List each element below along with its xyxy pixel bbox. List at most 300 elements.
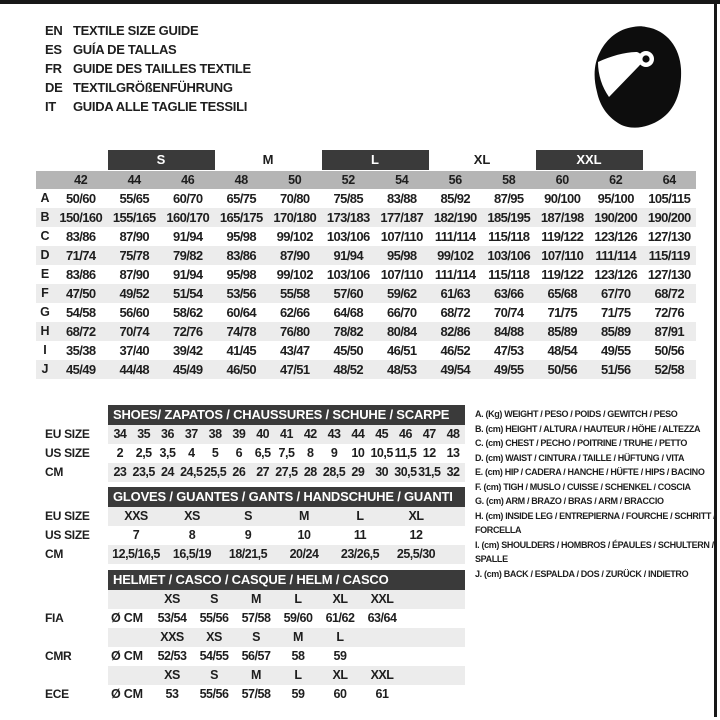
glove-size-cell: 25,5/30 <box>396 547 436 561</box>
size-cell: 50/60 <box>65 191 96 206</box>
size-cell: 46/51 <box>386 343 417 358</box>
glove-size-cell: 11 <box>353 528 367 542</box>
size-cell: 51/54 <box>172 286 203 301</box>
size-cell: 47/53 <box>493 343 524 358</box>
size-group-s: S <box>108 150 215 170</box>
glove-size-cell: 8 <box>188 528 196 542</box>
size-cell: 53/56 <box>226 286 257 301</box>
size-cell: 84/88 <box>493 324 524 339</box>
size-cell: 50/56 <box>547 362 578 377</box>
size-cell: 68/72 <box>65 324 96 339</box>
size-cell: 111/114 <box>434 229 476 244</box>
glove-size-cell: 20/24 <box>289 547 319 561</box>
size-column-header: 50 <box>288 173 302 187</box>
helmet-size-header-cell: S <box>210 668 218 682</box>
helmet-value-row <box>108 647 465 666</box>
helmet-size-cell: 61 <box>375 687 389 701</box>
guide-title: GUIDE DES TAILLES TEXTILE <box>73 61 251 76</box>
table-row <box>36 208 696 227</box>
size-cell: 79/82 <box>172 248 203 263</box>
shoe-size-cell: 27 <box>256 465 270 479</box>
shoe-size-cell: 3,5 <box>159 446 176 460</box>
helmet-size-cell: 59/60 <box>283 611 313 625</box>
size-cell: 39/42 <box>172 343 203 358</box>
label-spacer <box>45 570 108 590</box>
shoe-size-cell: 36 <box>161 427 174 441</box>
size-cell: 127/130 <box>647 267 691 282</box>
shoe-size-cell: 40 <box>256 427 270 441</box>
language-title-row <box>45 59 251 78</box>
size-cell: 51/56 <box>600 362 631 377</box>
row-letter: F <box>41 286 49 300</box>
shoe-size-cell: 29 <box>351 465 365 479</box>
size-cell: 45/49 <box>65 362 96 377</box>
helmet-size-header-row <box>108 666 465 685</box>
table-row <box>36 322 696 341</box>
size-cell: 48/52 <box>333 362 364 377</box>
helmet-size-cell <box>361 647 403 666</box>
shoe-size-cell: 24,5 <box>180 465 203 479</box>
size-cell: 49/52 <box>119 286 150 301</box>
size-cell: 85/89 <box>547 324 578 339</box>
helmet-standard-group <box>45 590 465 628</box>
size-cell: 70/74 <box>119 324 150 339</box>
table-row <box>36 303 696 322</box>
shoes-us-size-row <box>108 444 465 463</box>
guide-title: TEXTILGRÖßENFÜHRUNG <box>73 80 233 95</box>
glove-size-cell: XXS <box>124 509 148 523</box>
shoe-size-cell: 7,5 <box>278 446 295 460</box>
size-cell: 52/58 <box>654 362 685 377</box>
language-code: DE <box>45 80 63 95</box>
shoe-size-cell: 37 <box>184 427 198 441</box>
size-cell: 61/63 <box>440 286 471 301</box>
row-letter: B <box>40 210 50 224</box>
helmet-standard-group <box>45 666 465 704</box>
top-edge-line <box>0 0 720 4</box>
gloves-section <box>45 487 465 564</box>
unit-spacer <box>108 590 151 609</box>
glove-size-cell: XL <box>408 509 424 523</box>
glove-size-cell: 18/21,5 <box>228 547 268 561</box>
size-cell: 72/76 <box>172 324 203 339</box>
table-row <box>36 265 696 284</box>
size-column-header: 62 <box>609 173 623 187</box>
guide-title: GUÍA DE TALLAS <box>73 42 177 57</box>
helmet-size-header-cell: L <box>294 592 302 606</box>
gloves-cm-label: CM <box>45 547 64 561</box>
legend-item: C. (cm) CHEST / PECHO / POITRINE / TRUHE / PETTO <box>475 438 688 448</box>
gloves-title-bar: GLOVES / GUANTES / GANTS / HANDSCHUHE / GUANTI <box>108 487 465 507</box>
row-letter: D <box>40 248 50 262</box>
shoe-size-cell: 41 <box>280 427 293 441</box>
size-cell: 71/75 <box>600 305 631 320</box>
language-code: ES <box>45 42 62 57</box>
legend-item: B. (cm) HEIGHT / ALTURA / HAUTEUR / HÖHE / ALTEZZA <box>475 423 701 434</box>
size-group-l: L <box>322 150 429 170</box>
size-cell: 54/58 <box>65 305 96 320</box>
size-cell: 55/65 <box>119 191 150 206</box>
helmet-size-cell: 57/58 <box>241 611 271 625</box>
size-column-header: 44 <box>127 173 141 187</box>
helmet-size-header-cell: L <box>336 630 344 644</box>
size-cell: 47/51 <box>279 362 310 377</box>
size-column-header: 64 <box>662 173 676 187</box>
language-code: IT <box>45 99 56 114</box>
size-cell: 123/126 <box>594 267 638 282</box>
size-cell: 41/45 <box>226 343 257 358</box>
shoe-size-cell: 24 <box>161 465 174 479</box>
size-cell: 107/110 <box>541 248 584 263</box>
guide-title: GUIDA ALLE TAGLIE TESSILI <box>73 99 248 114</box>
size-group-header <box>36 150 696 171</box>
shoe-size-cell: 30,5 <box>394 465 417 479</box>
shoe-size-cell: 31,5 <box>418 465 441 479</box>
shoe-size-cell: 9 <box>330 446 338 460</box>
table-row <box>36 246 696 265</box>
size-cell: 83/86 <box>65 267 96 282</box>
size-cell: 182/190 <box>433 210 477 225</box>
label-spacer <box>45 405 108 425</box>
helmet-size-cell: 60 <box>333 687 347 701</box>
header-spacer <box>36 171 54 189</box>
helmet-size-header-cell: XL <box>332 592 348 606</box>
size-cell: 160/170 <box>166 210 210 225</box>
size-cell: 59/62 <box>386 286 417 301</box>
shoe-size-cell: 2 <box>116 446 124 460</box>
helmet-size-cell: 59 <box>333 649 347 663</box>
helmet-size-header-cell: XXS <box>160 630 184 644</box>
unit-spacer <box>108 666 151 685</box>
size-cell: 62/66 <box>279 305 310 320</box>
helmet-size-cell: 53 <box>165 687 179 701</box>
size-cell: 103/106 <box>326 267 370 282</box>
helmet-size-cell: 58 <box>291 649 305 663</box>
size-cell: 190/200 <box>647 210 691 225</box>
label-spacer <box>45 487 108 507</box>
helmet-size-header-cell <box>361 628 403 647</box>
glove-size-cell: S <box>244 509 252 523</box>
helmet-value-row <box>108 609 465 628</box>
row-letter: G <box>40 305 50 319</box>
size-group-m: M <box>262 152 274 167</box>
gloves-eu-size-label: EU SIZE <box>45 509 90 523</box>
diameter-cm-unit: Ø CM <box>111 649 143 663</box>
row-letter: H <box>40 324 50 338</box>
legend-item: A. (Kg) WEIGHT / PESO / POIDS / GEWITCH / PESO <box>475 409 678 419</box>
shoe-size-cell: 35 <box>137 427 151 441</box>
size-cell: 66/70 <box>386 305 417 320</box>
size-cell: 99/102 <box>437 248 474 263</box>
helmet-size-cell: 52/53 <box>157 649 187 663</box>
size-cell: 187/198 <box>540 210 584 225</box>
glove-size-cell: M <box>299 509 309 523</box>
gloves-eu-size-row <box>108 507 465 526</box>
language-code: FR <box>45 61 62 76</box>
size-cell: 99/102 <box>276 267 313 282</box>
size-cell: 74/78 <box>226 324 257 339</box>
size-cell: 115/118 <box>488 267 530 282</box>
size-cell: 37/40 <box>119 343 150 358</box>
language-code: EN <box>45 23 63 38</box>
shoe-size-cell: 10 <box>351 446 365 460</box>
helmet-size-header-cell: XXL <box>370 592 394 606</box>
shoe-size-cell: 5 <box>211 446 219 460</box>
legend-item: I. (cm) SHOULDERS / HOMBROS / ÉPAULES / SCHULTERN / SPALLE <box>475 539 714 564</box>
helmet-size-header-cell: L <box>294 668 302 682</box>
row-letter: J <box>41 362 49 376</box>
size-cell: 90/100 <box>544 191 581 206</box>
shoe-size-cell: 27,5 <box>275 465 298 479</box>
glove-size-cell: 16,5/19 <box>172 547 212 561</box>
shoe-size-cell: 32 <box>446 465 460 479</box>
size-cell: 87/90 <box>279 248 310 263</box>
size-cell: 165/175 <box>219 210 263 225</box>
shoe-size-cell: 23 <box>113 465 127 479</box>
shoe-size-cell: 13 <box>446 446 460 460</box>
legend-item: H. (cm) INSIDE LEG / ENTREPIERNA / FOURCHE / SCHRITT / FORCELLA <box>475 510 716 535</box>
shoe-size-cell: 43 <box>327 427 341 441</box>
size-cell: 82/86 <box>440 324 471 339</box>
size-cell: 173/183 <box>326 210 370 225</box>
table-row <box>36 189 696 208</box>
helmet-size-cell: 61/62 <box>325 611 355 625</box>
helmet-size-header-cell: S <box>252 630 260 644</box>
helmet-size-header-cell: S <box>210 592 218 606</box>
language-title-row <box>45 21 251 40</box>
helmet-size-cell: 54/55 <box>199 649 229 663</box>
helmet-size-header-row <box>108 590 465 609</box>
size-cell: 70/80 <box>279 191 310 206</box>
shoe-size-cell: 23,5 <box>132 465 155 479</box>
size-cell: 47/50 <box>65 286 96 301</box>
size-cell: 45/50 <box>333 343 364 358</box>
size-cell: 78/82 <box>333 324 364 339</box>
row-letter: I <box>43 343 47 357</box>
shoe-size-cell: 28,5 <box>322 465 346 479</box>
diameter-cm-unit: Ø CM <box>111 611 143 625</box>
glove-size-cell: 7 <box>132 528 140 542</box>
row-letter: E <box>40 267 50 281</box>
size-column-header: 54 <box>395 173 409 187</box>
helmet-size-cell: 63/64 <box>367 611 397 625</box>
helmet-standard-label: ECE <box>45 687 69 701</box>
size-cell: 49/55 <box>493 362 524 377</box>
size-cell: 99/102 <box>276 229 313 244</box>
shoe-size-cell: 42 <box>303 427 317 441</box>
size-cell: 91/94 <box>333 248 364 263</box>
helmet-value-row <box>108 685 465 704</box>
measurement-rows <box>36 189 696 379</box>
size-cell: 103/106 <box>487 248 531 263</box>
shoe-size-cell: 45 <box>375 427 389 441</box>
size-cell: 46/52 <box>440 343 471 358</box>
shoe-size-cell: 11,5 <box>394 446 417 460</box>
right-edge-line <box>714 0 717 717</box>
shoe-size-cell: 25,5 <box>203 465 227 479</box>
size-cell: 87/90 <box>119 267 150 282</box>
gloves-cm-row <box>108 545 465 564</box>
size-cell: 71/75 <box>547 305 578 320</box>
helmet-size-header-cell: M <box>251 592 261 606</box>
table-row <box>36 284 696 303</box>
row-letter: C <box>40 229 50 243</box>
size-cell: 76/80 <box>279 324 310 339</box>
shoe-size-cell: 46 <box>399 427 412 441</box>
legend-item: F. (cm) TIGH / MUSLO / CUISSE / SCHENKEL / COSCIA <box>475 481 691 492</box>
size-column-header: 46 <box>181 173 195 187</box>
shoes-cm-label: CM <box>45 465 64 479</box>
glove-size-cell: L <box>356 509 364 523</box>
row-letter: A <box>40 191 50 205</box>
textile-size-table <box>36 150 696 379</box>
size-cell: 83/86 <box>65 229 96 244</box>
shoe-size-cell: 6 <box>235 446 243 460</box>
size-cell: 105/115 <box>648 191 691 206</box>
size-cell: 44/48 <box>119 362 150 377</box>
size-cell: 107/110 <box>380 267 423 282</box>
helmet-size-cell: 57/58 <box>241 687 271 701</box>
size-cell: 57/60 <box>333 286 364 301</box>
racing-helmet-icon <box>588 24 684 128</box>
glove-size-cell: 23/26,5 <box>340 547 380 561</box>
helmet-standard-group <box>45 628 465 666</box>
size-cell: 75/78 <box>119 248 150 263</box>
size-cell: 55/58 <box>279 286 310 301</box>
language-title-row <box>45 40 251 59</box>
shoe-size-cell: 47 <box>422 427 436 441</box>
size-cell: 68/72 <box>654 286 685 301</box>
helmet-size-header-cell: XS <box>164 668 180 682</box>
size-cell: 119/122 <box>541 267 584 282</box>
size-cell: 127/130 <box>647 229 691 244</box>
glove-size-cell: 12 <box>409 528 423 542</box>
diameter-cm-unit: Ø CM <box>111 687 143 701</box>
shoes-eu-size-label: EU SIZE <box>45 427 90 441</box>
size-cell: 185/195 <box>487 210 531 225</box>
shoe-size-cell: 26 <box>232 465 246 479</box>
size-cell: 91/94 <box>172 267 203 282</box>
helmet-size-header-cell: M <box>251 668 261 682</box>
shoe-size-cell: 8 <box>307 446 314 460</box>
helmet-size-cell: 56/57 <box>241 649 271 663</box>
size-cell: 80/84 <box>386 324 417 339</box>
size-group-xxl: XXL <box>536 150 643 170</box>
size-cell: 65/68 <box>547 286 578 301</box>
shoe-size-cell: 2,5 <box>135 446 152 460</box>
helmet-size-header-cell: XS <box>206 630 222 644</box>
helmet-size-header-cell: XS <box>164 592 180 606</box>
size-cell: 58/62 <box>172 305 203 320</box>
helmet-standard-label: FIA <box>45 611 64 625</box>
size-column-header: 60 <box>555 173 569 187</box>
shoes-section <box>45 405 465 482</box>
size-cell: 111/114 <box>595 248 637 263</box>
glove-size-cell: XS <box>184 509 200 523</box>
language-title-row <box>45 97 251 116</box>
helmet-title-bar: HELMET / CASCO / CASQUE / HELM / CASCO <box>108 570 465 590</box>
legend-item: J. (cm) BACK / ESPALDA / DOS / ZURÜCK / INDIETRO <box>475 568 689 579</box>
helmet-size-header-row <box>108 628 465 647</box>
size-cell: 68/72 <box>440 305 471 320</box>
size-cell: 60/64 <box>226 305 257 320</box>
size-column-header: 52 <box>341 173 355 187</box>
size-cell: 119/122 <box>541 229 584 244</box>
size-cell: 70/74 <box>493 305 524 320</box>
size-cell: 115/118 <box>488 229 530 244</box>
size-column-header: 56 <box>448 173 462 187</box>
size-cell: 45/49 <box>172 362 203 377</box>
size-cell: 46/50 <box>226 362 257 377</box>
size-cell: 95/98 <box>226 267 257 282</box>
glove-size-cell: 12,5/16,5 <box>112 547 160 561</box>
size-column-header: 48 <box>234 173 248 187</box>
size-cell: 71/74 <box>65 248 96 263</box>
size-cell: 48/54 <box>547 343 578 358</box>
size-cell: 65/75 <box>226 191 257 206</box>
shoe-size-cell: 38 <box>208 427 222 441</box>
glove-size-cell: 10 <box>297 528 311 542</box>
size-cell: 87/90 <box>119 229 150 244</box>
size-cell: 155/165 <box>112 210 156 225</box>
table-row <box>36 360 696 379</box>
shoe-size-cell: 44 <box>351 427 365 441</box>
label-spacer <box>45 628 108 647</box>
size-cell: 177/187 <box>380 210 424 225</box>
helmet-standard-label: CMR <box>45 649 72 663</box>
size-cell: 150/160 <box>59 210 103 225</box>
size-cell: 48/53 <box>386 362 417 377</box>
shoe-size-cell: 48 <box>446 427 460 441</box>
size-cell: 103/106 <box>326 229 370 244</box>
size-column-header: 58 <box>502 173 516 187</box>
label-spacer <box>45 590 108 609</box>
size-cell: 35/38 <box>65 343 96 358</box>
helmet-size-cell: 53/54 <box>157 611 187 625</box>
numeric-size-header-row <box>36 171 696 189</box>
size-cell: 67/70 <box>600 286 631 301</box>
size-cell: 56/60 <box>119 305 150 320</box>
size-cell: 43/47 <box>279 343 310 358</box>
helmet-size-cell: 59 <box>291 687 305 701</box>
size-cell: 63/66 <box>493 286 524 301</box>
size-cell: 72/76 <box>654 305 685 320</box>
size-cell: 95/98 <box>386 248 417 263</box>
shoes-title-bar: SHOES/ ZAPATOS / CHAUSSURES / SCHUHE / SCARPE <box>108 405 465 425</box>
size-cell: 49/54 <box>440 362 471 377</box>
guide-title: TEXTILE SIZE GUIDE <box>73 23 199 38</box>
shoes-cm-row <box>108 463 465 482</box>
glove-size-cell: 9 <box>244 528 252 542</box>
size-cell: 170/180 <box>273 210 317 225</box>
size-column-header: 42 <box>74 173 88 187</box>
shoe-size-cell: 28 <box>303 465 317 479</box>
label-spacer <box>45 666 108 685</box>
size-cell: 111/114 <box>434 267 476 282</box>
language-title-row <box>45 78 251 97</box>
size-cell: 87/91 <box>654 324 685 339</box>
shoe-size-cell: 4 <box>188 446 195 460</box>
measurement-legend <box>475 407 718 581</box>
size-cell: 190/200 <box>594 210 638 225</box>
size-cell: 115/119 <box>648 248 690 263</box>
legend-item: E. (cm) HIP / CADERA / HANCHE / HÜFTE / HIPS / BACINO <box>475 467 705 477</box>
helmet-section <box>45 570 465 704</box>
helmet-size-header-cell: XXL <box>370 668 394 682</box>
size-cell: 83/88 <box>386 191 417 206</box>
table-row <box>36 227 696 246</box>
size-cell: 85/92 <box>440 191 471 206</box>
